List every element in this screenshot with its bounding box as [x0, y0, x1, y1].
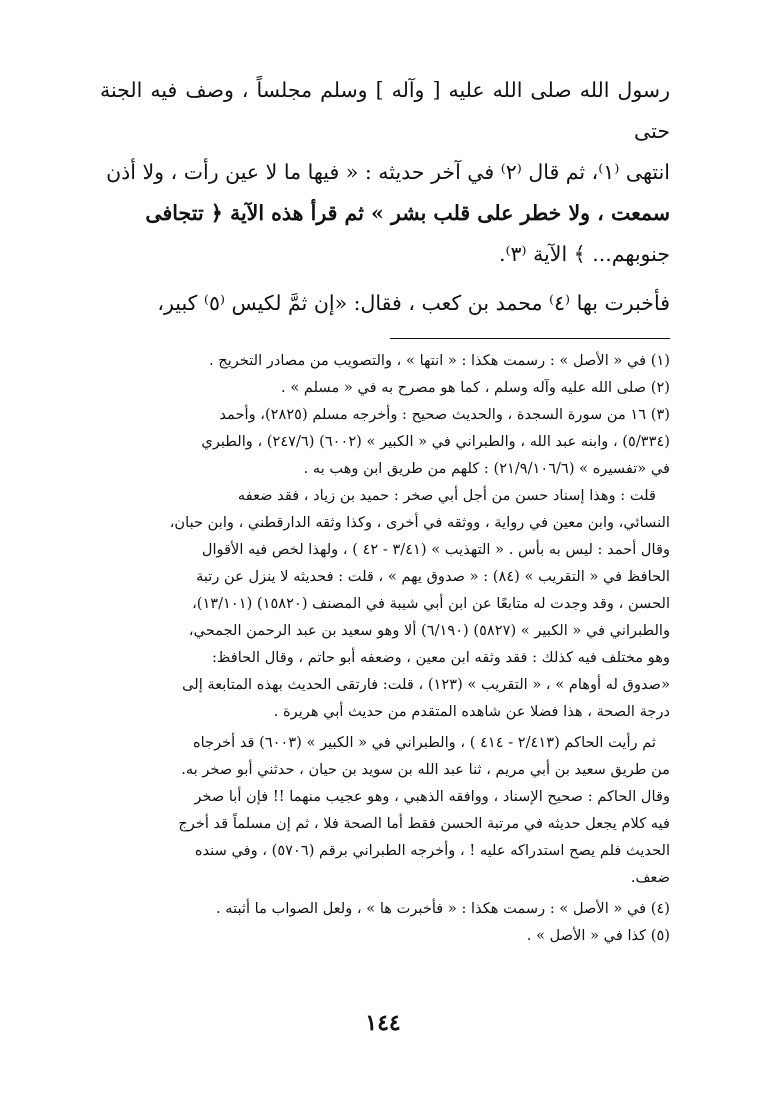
footnote-2: (٢) صلى الله عليه وآله وسلم ، كما هو مصرح به في « مسلم » .	[281, 379, 670, 396]
footnote-line: فيه كلام يجعل حديثه في مرتبة الحسن فقط أما الصحة فلا ، ثم إن مسلماً قد أخرج	[178, 815, 670, 832]
footnote-1: (١) في « الأصل » : رسمت هكذا : « انتها » ، والتصويب من مصادر التخريج .	[209, 352, 670, 369]
footnote-line: الحسن ، وقد وجدت له متابعًا عن ابن أبي شيبة في المصنف (١٥٨٢٠) (١٣/١٠١)،	[192, 595, 670, 612]
footnote-line: من طريق سعيد بن أبي مريم ، ثنا عبد الله بن سويد بن حيان ، حدثني أبو صخر به.	[181, 761, 670, 778]
footnote-line: ثم رأيت الحاكم (٢/٤١٣ - ٤١٤ ) ، والطبراني في « الكبير » (٦٠٠٣) قد أخرجاه	[192, 734, 656, 751]
footnote-line: وقال أحمد : ليس به بأس . « التهذيب » (٣/٤١ - ٤٢ ) ، ولهذا لخص فيه الأقوال	[201, 541, 670, 558]
page-number: ١٤٤	[365, 1010, 401, 1036]
footnote-line: وهو مختلف فيه كذلك : فقد وثقه ابن معين ، وضعفه أبو حاتم ، وقال الحافظ:	[211, 649, 670, 666]
main-line: رسول الله صلى الله عليه [ وآله ] وسلم مجلساً ، وصف فيه الجنة حتى	[100, 78, 670, 143]
footnote-3: (٣) ١٦ من سورة السجدة ، والحديث صحيح : وأخرجه مسلم (٢٨٢٥)، وأحمد	[219, 406, 670, 423]
footnote-line: الحديث فلم يصح استدراكه عليه ! ، وأخرجه الطبراني برقم (٥٧٠٦) ، وفي سنده	[194, 842, 670, 859]
main-line: فأخبرت بها ⁽٤⁾ محمد بن كعب ، فقال: «إن ثمَّ لكيس ⁽٥⁾ كبير،	[157, 291, 670, 315]
main-text	[100, 70, 670, 324]
footnote-line: «صدوق له أوهام » ، « التقريب » (١٢٣) ، قلت: فارتقى الحديث بهذه المتابعة إلى	[182, 676, 670, 693]
footnote-line: الحافظ في « التقريب » (٨٤) : « صدوق يهم » ، قلت : فحديثه لا ينزل عن رتبة	[196, 568, 670, 585]
main-line: جنوبهم... ﴾ الآية ⁽٣⁾.	[498, 242, 670, 266]
main-line: سمعت ، ولا خطر على قلب بشر » ثم قرأ هذه الآية ﴿ تتجافى	[145, 201, 670, 225]
footnote-line: والطبراني في « الكبير » (٥٨٢٧) (٦/١٩٠) ألا وهو سعيد بن عبد الرحمن الجمحي،	[188, 622, 670, 639]
footnote-line: النسائي، وابن معين في رواية ، ووثقه في أخرى ، وكذا وثقه الدارقطني ، وابن حبان،	[169, 514, 670, 531]
footnote-line: (٥/٣٣٤) ، وابنه عبد الله ، والطبراني في « الكبير » (٦٠٠٢) (٢٤٧/٦) ، والطبري	[201, 433, 670, 450]
footnote-line: ضعف.	[630, 869, 670, 886]
footnote-line: وقال الحاكم : صحيح الإسناد ، ووافقه الذهبي ، وهو عجيب منهما !! فإن أبا صخر	[194, 788, 670, 805]
footnotes	[100, 347, 670, 949]
footnote-line: درجة الصحة ، هذا فضلا عن شاهده المتقدم من حديث أبي هريرة .	[273, 703, 670, 720]
footnote-line: في «تفسيره » (٢١/٩/١٠٦/٦) : كلهم من طريق ابن وهب به .	[303, 460, 670, 477]
main-line: انتهى ⁽١⁾، ثم قال ⁽٢⁾ في آخر حديثه : « فيها ما لا عين رأت ، ولا أذن	[106, 160, 670, 184]
footnote-4: (٤) في « الأصل » : رسمت هكذا : « فأخبرت ها » ، ولعل الصواب ما أثبته .	[216, 900, 670, 917]
footnote-separator	[390, 338, 670, 339]
footnote-5: (٥) كذا في « الأصل » .	[526, 927, 670, 944]
footnote-line: قلت : وهذا إسناد حسن من أجل أبي صخر : حميد بن زياد ، فقد ضعفه	[237, 487, 656, 504]
